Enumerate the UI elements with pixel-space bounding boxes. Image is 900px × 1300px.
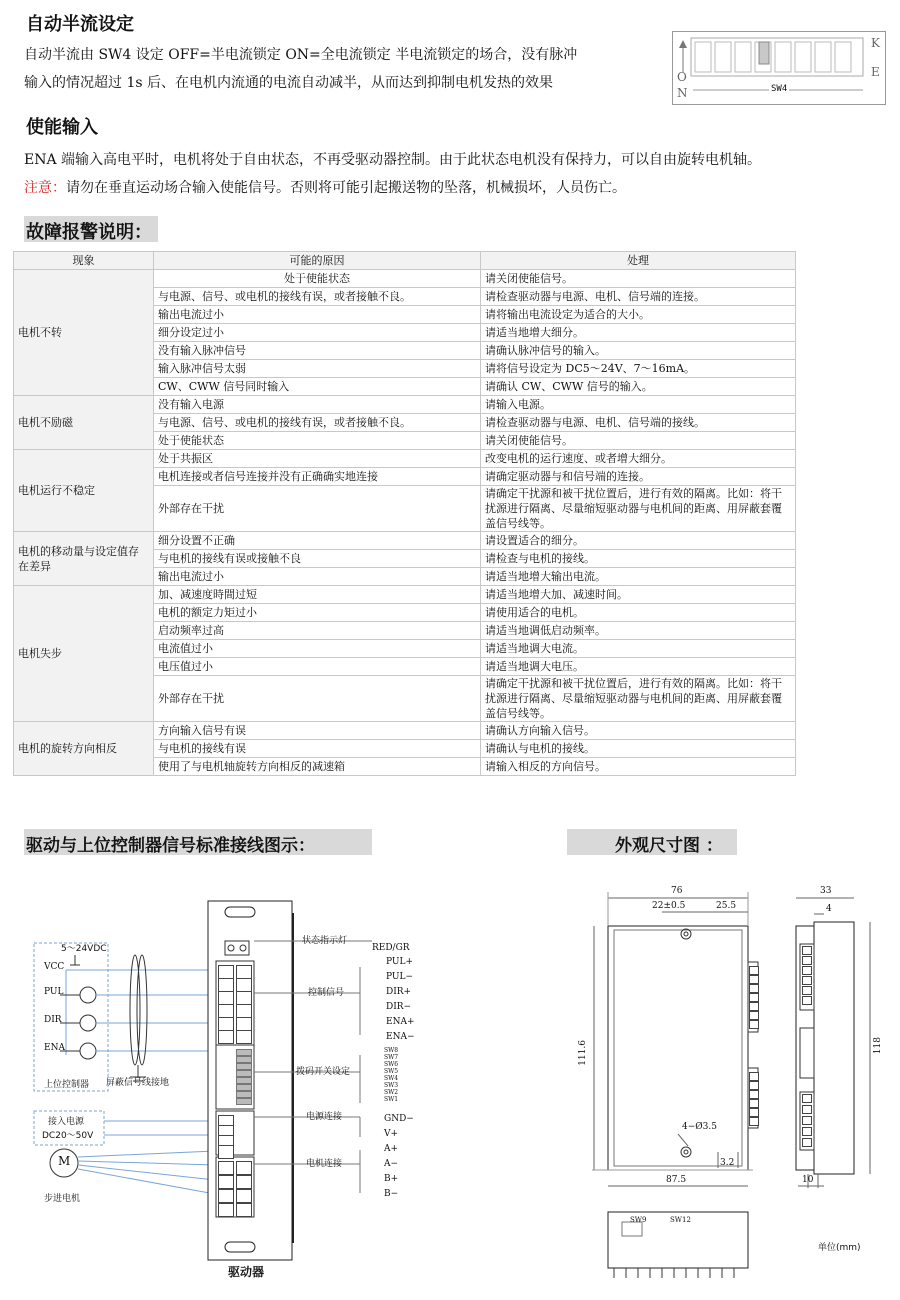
switch-o-label: O xyxy=(677,70,687,84)
dip-switch xyxy=(236,1049,252,1056)
signal-terminal xyxy=(218,1004,234,1018)
side-terminal xyxy=(802,976,812,985)
front-terminal xyxy=(749,1002,759,1011)
side-terminal xyxy=(802,1138,812,1147)
status-led-label: 状态指示灯 xyxy=(302,936,348,946)
cause-cell: 输入脉冲信号太弱 xyxy=(154,360,481,378)
cause-cell: 电压值过小 xyxy=(154,658,481,676)
symptom-cell: 电机不转 xyxy=(14,270,154,396)
front-terminal xyxy=(749,975,759,984)
action-cell: 请将信号设定为 DC5～24V、7～16mA。 xyxy=(481,360,796,378)
sw4-switch-diagram xyxy=(672,31,886,105)
cause-cell: 与电机的接线有误 xyxy=(154,740,481,758)
side-terminal xyxy=(802,1094,812,1103)
power-in-label-1: 接入电源 xyxy=(48,1117,85,1127)
motor-terminal xyxy=(236,1203,252,1217)
switch-label: SW3 xyxy=(384,1082,399,1089)
dimension-drawing xyxy=(578,882,890,1292)
dim-10: 10 xyxy=(802,1175,814,1185)
action-cell: 请关闭使能信号。 xyxy=(481,432,796,450)
table-row xyxy=(14,270,796,288)
signal-terminal xyxy=(218,991,234,1005)
switch-label: SW7 xyxy=(384,1054,399,1061)
motor-terminal xyxy=(236,1175,252,1189)
cause-cell: 处于共振区 xyxy=(154,450,481,468)
action-cell: 请适当地增大细分。 xyxy=(481,324,796,342)
supply-label: 5～24VDC xyxy=(61,944,107,954)
shield-label: 屏蔽信号线接地 xyxy=(106,1078,170,1088)
signal-terminal xyxy=(218,965,234,979)
side-terminal xyxy=(802,1116,812,1125)
signal-pin-label: PUL+ xyxy=(386,957,413,967)
symptom-cell: 电机的旋转方向相反 xyxy=(14,722,154,776)
symptom-cell: 电机不励磁 xyxy=(14,396,154,450)
controller-label: 上位控制器 xyxy=(44,1080,90,1090)
wiring-title: 驱动与上位控制器信号标准接线图示： xyxy=(26,836,315,856)
red-gr-label: RED/GR xyxy=(372,943,410,953)
cause-cell: CW、CWW 信号同时输入 xyxy=(154,378,481,396)
table-row xyxy=(14,450,796,468)
motor-pin-label: B− xyxy=(384,1189,399,1199)
switch-label: SW8 xyxy=(384,1047,399,1054)
symptom-cell: 电机的移动量与设定值存在差异 xyxy=(14,532,154,586)
signal-terminal xyxy=(236,1004,252,1018)
table-row xyxy=(14,396,796,414)
side-terminal xyxy=(802,966,812,975)
side-terminal xyxy=(802,946,812,955)
power-conn-label: 电源连接 xyxy=(306,1112,343,1122)
dip-switch xyxy=(236,1070,252,1077)
action-cell: 请输入相反的方向信号。 xyxy=(481,758,796,776)
action-cell: 请检查驱动器与电源、电机、信号端的连接。 xyxy=(481,288,796,306)
pul-label: PUL xyxy=(44,987,64,997)
motor-terminal xyxy=(218,1189,234,1203)
enable-note xyxy=(24,174,626,202)
ena-label: ENA xyxy=(44,1043,65,1053)
wiring-diagram xyxy=(30,895,415,1285)
symptom-cell: 电机失步 xyxy=(14,586,154,722)
cause-cell: 使用了与电机轴旋转方向相反的减速箱 xyxy=(154,758,481,776)
dim-111-6: 111.6 xyxy=(578,1040,588,1066)
driver-label: 驱动器 xyxy=(228,1265,265,1279)
cause-cell: 外部存在干扰 xyxy=(154,676,481,722)
dim-25-5: 25.5 xyxy=(716,901,737,911)
action-cell: 请确认 CW、CWW 信号的输入。 xyxy=(481,378,796,396)
cause-cell: 输出电流过小 xyxy=(154,306,481,324)
signal-terminal xyxy=(236,978,252,992)
cause-cell: 与电源、信号、或电机的接线有误，或者接触不良。 xyxy=(154,414,481,432)
signal-pin-label: ENA− xyxy=(386,1032,415,1042)
fault-table xyxy=(13,251,796,776)
action-cell: 请确认方向输入信号。 xyxy=(481,722,796,740)
unit-label: 单位(mm) xyxy=(818,1243,861,1253)
cause-cell: 与电源、信号、或电机的接线有误，或者接触不良。 xyxy=(154,288,481,306)
front-terminal xyxy=(749,1011,759,1020)
cause-cell: 启动频率过高 xyxy=(154,622,481,640)
switch-label: SW4 xyxy=(384,1075,399,1082)
switch-k-label: K xyxy=(871,36,880,50)
switch-label: SW2 xyxy=(384,1089,399,1096)
switch-label: SW5 xyxy=(384,1068,399,1075)
action-cell: 请适当地调低启动频率。 xyxy=(481,622,796,640)
action-cell: 请设置适合的细分。 xyxy=(481,532,796,550)
dim-22: 22±0.5 xyxy=(652,901,686,911)
signal-pin-label: DIR− xyxy=(386,1002,412,1012)
side-terminal xyxy=(802,956,812,965)
dip-switch xyxy=(236,1091,252,1098)
signal-pin-label: PUL− xyxy=(386,972,413,982)
motor-terminal xyxy=(236,1161,252,1175)
signal-pin-label: DIR+ xyxy=(386,987,412,997)
action-cell: 请将输出电流设定为适合的大小。 xyxy=(481,306,796,324)
front-terminal xyxy=(749,966,759,975)
dim-hole: 4−Ø3.5 xyxy=(682,1122,717,1132)
dip-switch xyxy=(236,1077,252,1084)
signal-terminal xyxy=(218,1017,234,1031)
signal-terminal xyxy=(236,991,252,1005)
cause-cell: 电机的额定力矩过小 xyxy=(154,604,481,622)
dip-switch xyxy=(236,1056,252,1063)
enable-line-1: ENA 端输入高电平时，电机将处于自由状态，不再受驱动器控制。由于此状态电机没有保持力，可以自由旋转电机轴。 xyxy=(24,152,762,168)
signal-terminal xyxy=(236,1017,252,1031)
header-cause: 可能的原因 xyxy=(154,252,481,270)
side-terminal xyxy=(802,1105,812,1114)
power-pin-label: GND− xyxy=(384,1114,414,1124)
motor-terminal xyxy=(218,1203,234,1217)
front-terminal xyxy=(749,1020,759,1029)
motor-pin-label: B+ xyxy=(384,1174,399,1184)
cause-cell: 外部存在干扰 xyxy=(154,486,481,532)
sw4-label: SW4 xyxy=(771,84,788,94)
symptom-cell: 电机运行不稳定 xyxy=(14,450,154,532)
action-cell: 改变电机的运行速度、或者增大细分。 xyxy=(481,450,796,468)
cause-cell: 细分设定过小 xyxy=(154,324,481,342)
switch-label: SW6 xyxy=(384,1061,399,1068)
side-terminal xyxy=(802,996,812,1005)
action-cell: 请关闭使能信号。 xyxy=(481,270,796,288)
signal-terminal xyxy=(218,1030,234,1044)
action-cell: 请适当地调大电压。 xyxy=(481,658,796,676)
cause-cell: 没有输入电源 xyxy=(154,396,481,414)
note-label: 注意： xyxy=(24,180,66,196)
signal-terminal xyxy=(236,965,252,979)
dip-setting-label: 拨码开关设定 xyxy=(296,1067,351,1077)
cause-cell: 方向输入信号有误 xyxy=(154,722,481,740)
cause-cell: 处于使能状态 xyxy=(154,270,481,288)
table-row xyxy=(14,586,796,604)
front-terminal xyxy=(749,1099,759,1108)
action-cell: 请适当地增大输出电流。 xyxy=(481,568,796,586)
front-terminal xyxy=(749,1108,759,1117)
motor-symbol: M xyxy=(58,1154,71,1168)
dir-label: DIR xyxy=(44,1015,62,1025)
power-terminal xyxy=(218,1145,234,1159)
cause-cell: 没有输入脉冲信号 xyxy=(154,342,481,360)
dim-118: 118 xyxy=(873,1037,883,1055)
signal-terminal xyxy=(236,1030,252,1044)
cause-cell: 加、减速度時間过短 xyxy=(154,586,481,604)
action-cell: 请确定干扰源和被干扰位置后，进行有效的隔离。比如：将干扰源进行隔离、尽量缩短驱动器与电机间的距离、用屏蔽套覆盖信号线等。 xyxy=(481,676,796,722)
switch-e-label: E xyxy=(871,65,880,79)
motor-terminal xyxy=(218,1161,234,1175)
enable-title: 使能输入 xyxy=(26,117,98,138)
front-terminal xyxy=(749,1081,759,1090)
table-row xyxy=(14,532,796,550)
motor-terminal xyxy=(236,1189,252,1203)
table-row xyxy=(14,722,796,740)
motor-pin-label: A+ xyxy=(384,1144,399,1154)
signal-terminal xyxy=(218,978,234,992)
dip-switch xyxy=(236,1063,252,1070)
cause-cell: 输出电流过小 xyxy=(154,568,481,586)
signal-pin-label: ENA+ xyxy=(386,1017,415,1027)
dim-76: 76 xyxy=(671,886,683,896)
front-terminal xyxy=(749,984,759,993)
dim-33: 33 xyxy=(820,886,832,896)
motor-terminal xyxy=(218,1175,234,1189)
dim-sw12: SW12 xyxy=(670,1216,691,1224)
dimension-title: 外观尺寸图 ： xyxy=(615,836,723,856)
action-cell: 请确认脉冲信号的输入。 xyxy=(481,342,796,360)
cause-cell: 与电机的接线有误或接触不良 xyxy=(154,550,481,568)
action-cell: 请检查与电机的接线。 xyxy=(481,550,796,568)
half-current-line-1: 自动半流由 SW4 设定 OFF=半电流锁定 ON=全电流锁定 半电流锁定的场合，没有脉冲 xyxy=(24,47,578,63)
vcc-label: VCC xyxy=(44,962,65,972)
cause-cell: 电机连接或者信号连接并没有正确确实地连接 xyxy=(154,468,481,486)
action-cell: 请适当地调大电流。 xyxy=(481,640,796,658)
switch-n-label: N xyxy=(677,86,688,100)
action-cell: 请检查驱动器与电源、电机、信号端的接线。 xyxy=(481,414,796,432)
motor-conn-label: 电机连接 xyxy=(306,1159,343,1169)
dim-sw9: SW9 xyxy=(630,1216,647,1224)
front-terminal xyxy=(749,1072,759,1081)
power-pin-label: V+ xyxy=(384,1129,399,1139)
front-terminal xyxy=(749,1117,759,1126)
switch-label: SW1 xyxy=(384,1096,399,1103)
cause-cell: 电流值过小 xyxy=(154,640,481,658)
side-terminal xyxy=(802,986,812,995)
motor-label: 步进电机 xyxy=(44,1194,81,1204)
cause-cell: 细分设置不正确 xyxy=(154,532,481,550)
fault-title: 故障报警说明： xyxy=(26,222,152,243)
motor-pin-label: A− xyxy=(384,1159,399,1169)
action-cell: 请输入电源。 xyxy=(481,396,796,414)
dim-3-2: 3.2 xyxy=(720,1158,735,1168)
action-cell: 请确认与电机的接线。 xyxy=(481,740,796,758)
action-cell: 请适当地增大加、减速时间。 xyxy=(481,586,796,604)
half-current-line-2: 输入的情况超过 1s 后、在电机内流通的电流自动减半，从而达到抑制电机发热的效果 xyxy=(24,75,553,91)
half-current-title: 自动半流设定 xyxy=(26,14,134,35)
header-action: 处理 xyxy=(481,252,796,270)
front-terminal xyxy=(749,993,759,1002)
cause-cell: 处于使能状态 xyxy=(154,432,481,450)
control-signal-label: 控制信号 xyxy=(308,988,345,998)
dip-switch xyxy=(236,1098,252,1105)
action-cell: 请使用适合的电机。 xyxy=(481,604,796,622)
action-cell: 请确定干扰源和被干扰位置后，进行有效的隔离。比如：将干扰源进行隔离、尽量缩短驱动器与电机间的距离、用屏蔽套覆盖信号线等。 xyxy=(481,486,796,532)
note-text: 请勿在垂直运动场合输入使能信号。否则将可能引起搬送物的坠落，机械损坏，人员伤亡。 xyxy=(66,180,626,196)
dip-switch xyxy=(236,1084,252,1091)
dim-4: 4 xyxy=(826,904,832,914)
dim-87-5: 87.5 xyxy=(666,1175,687,1185)
header-symptom: 现象 xyxy=(14,252,154,270)
side-terminal xyxy=(802,1127,812,1136)
fault-header-row xyxy=(14,252,796,270)
front-terminal xyxy=(749,1090,759,1099)
power-in-label-2: DC20～50V xyxy=(42,1131,94,1141)
action-cell: 请确定驱动器与和信号端的连接。 xyxy=(481,468,796,486)
